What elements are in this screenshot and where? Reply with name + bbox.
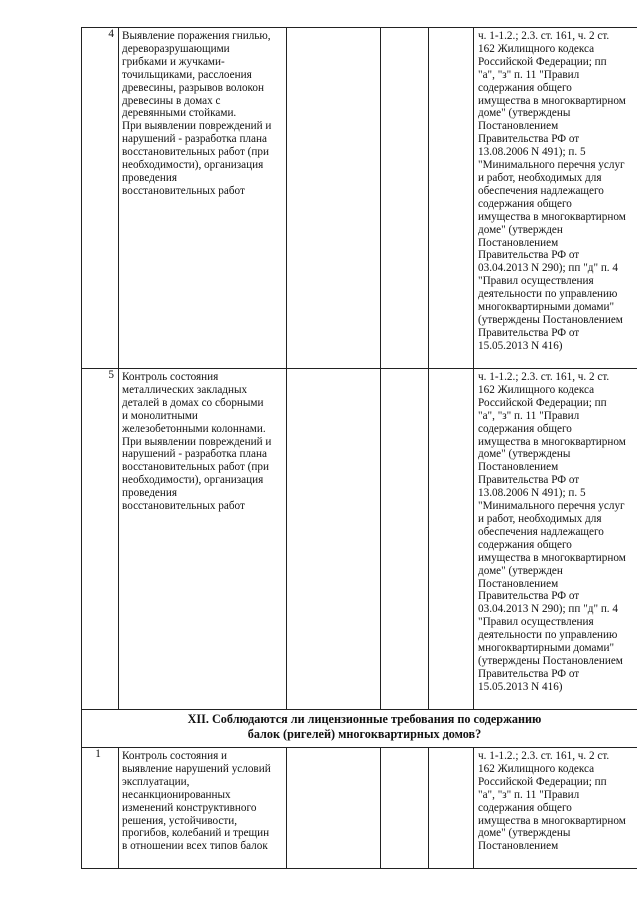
empty-cell	[381, 748, 429, 869]
legal-basis-text: ч. 1-1.2.; 2.3. ст. 161, ч. 2 ст. 162 Жилищного кодекса Российской Федерации; пп "а", "з" п. 11 "Правил содержания общего имущества в многоквартирном доме" (утверждены Постановлением Правительства РФ от 13.08.2006 N 491); п. 5 "Минимального перечня услуг и работ, необходимых для обеспечения надлежащего содержания общего имущества в многоквартирном доме" (утвержден Постановлением Правительства РФ от 03.04.2013 N 290); пп "д" п. 4 "Правил осуществления деятельности по управлению многоквартирными домами" (утверждены Постановлением Правительства РФ от 15.05.2013 N 416)	[478, 30, 626, 352]
requirement-cell	[119, 369, 287, 710]
table-row	[82, 369, 637, 710]
row-number: 1	[82, 748, 119, 869]
legal-basis-text: ч. 1-1.2.; 2.3. ст. 161, ч. 2 ст. 162 Жилищного кодекса Российской Федерации; пп "а", "з" п. 11 "Правил содержания общего имущества в многоквартирном доме" (утверждены Постановлением Правительства РФ от 13.08.2006 N 491); п. 5 "Минимального перечня услуг и работ, необходимых для обеспечения надлежащего содержания общего имущества в многоквартирном доме" (утвержден Постановлением Правительства РФ от 03.04.2013 N 290); пп "д" п. 4 "Правил осуществления деятельности по управлению многоквартирными домами" (утверждены Постановлением Правительства РФ от 15.05.2013 N 416)	[478, 371, 626, 693]
row-number: 4	[82, 28, 119, 369]
section-header-row	[82, 710, 637, 748]
row-number: 5	[82, 369, 119, 710]
empty-cell	[287, 369, 381, 710]
requirements-table	[81, 27, 637, 869]
table-row	[82, 748, 637, 869]
table-row	[82, 28, 637, 369]
legal-basis-cell	[474, 369, 637, 710]
legal-basis-cell	[474, 748, 637, 869]
requirement-cell	[119, 28, 287, 369]
section-header-cell	[82, 710, 637, 748]
legal-basis-text: ч. 1-1.2.; 2.3. ст. 161, ч. 2 ст. 162 Жилищного кодекса Российской Федерации; пп "а", "з" п. 11 "Правил содержания общего имущества в многоквартирном доме" (утверждены Постановлением	[478, 750, 626, 853]
empty-cell	[381, 28, 429, 369]
requirement-text: Контроль состояния и выявление нарушений условий эксплуатации, несанкционированных изменений конструктивного решения, устойчивости, прогибов, колебаний и трещин в отношении всех типов балок	[122, 750, 271, 853]
legal-basis-cell	[474, 28, 637, 369]
empty-cell	[429, 369, 474, 710]
section-title: XII. Соблюдаются ли лицензионные требования по содержанию балок (ригелей) многоквартирных домов?	[187, 712, 542, 741]
empty-cell	[381, 369, 429, 710]
empty-cell	[287, 748, 381, 869]
requirement-text: Выявление поражения гнилью, дереворазрушающими грибками и жучками- точильщиками, расслоения древесины, разрывов волокон древесины в домах с деревянными стойками. При выявлении повреждений и нарушений - разработка плана восстановительных работ (при необходимости), организация проведения восстановительных работ	[122, 30, 272, 197]
requirement-text: Контроль состояния металлических закладных деталей в домах со сборными и монолитными железобетонными колоннами. При выявлении повреждений и нарушений - разработка плана восстановительных работ (при необходимости), организация проведения восстановительных работ	[122, 371, 272, 513]
empty-cell	[429, 748, 474, 869]
requirement-cell	[119, 748, 287, 869]
empty-cell	[429, 28, 474, 369]
empty-cell	[287, 28, 381, 369]
